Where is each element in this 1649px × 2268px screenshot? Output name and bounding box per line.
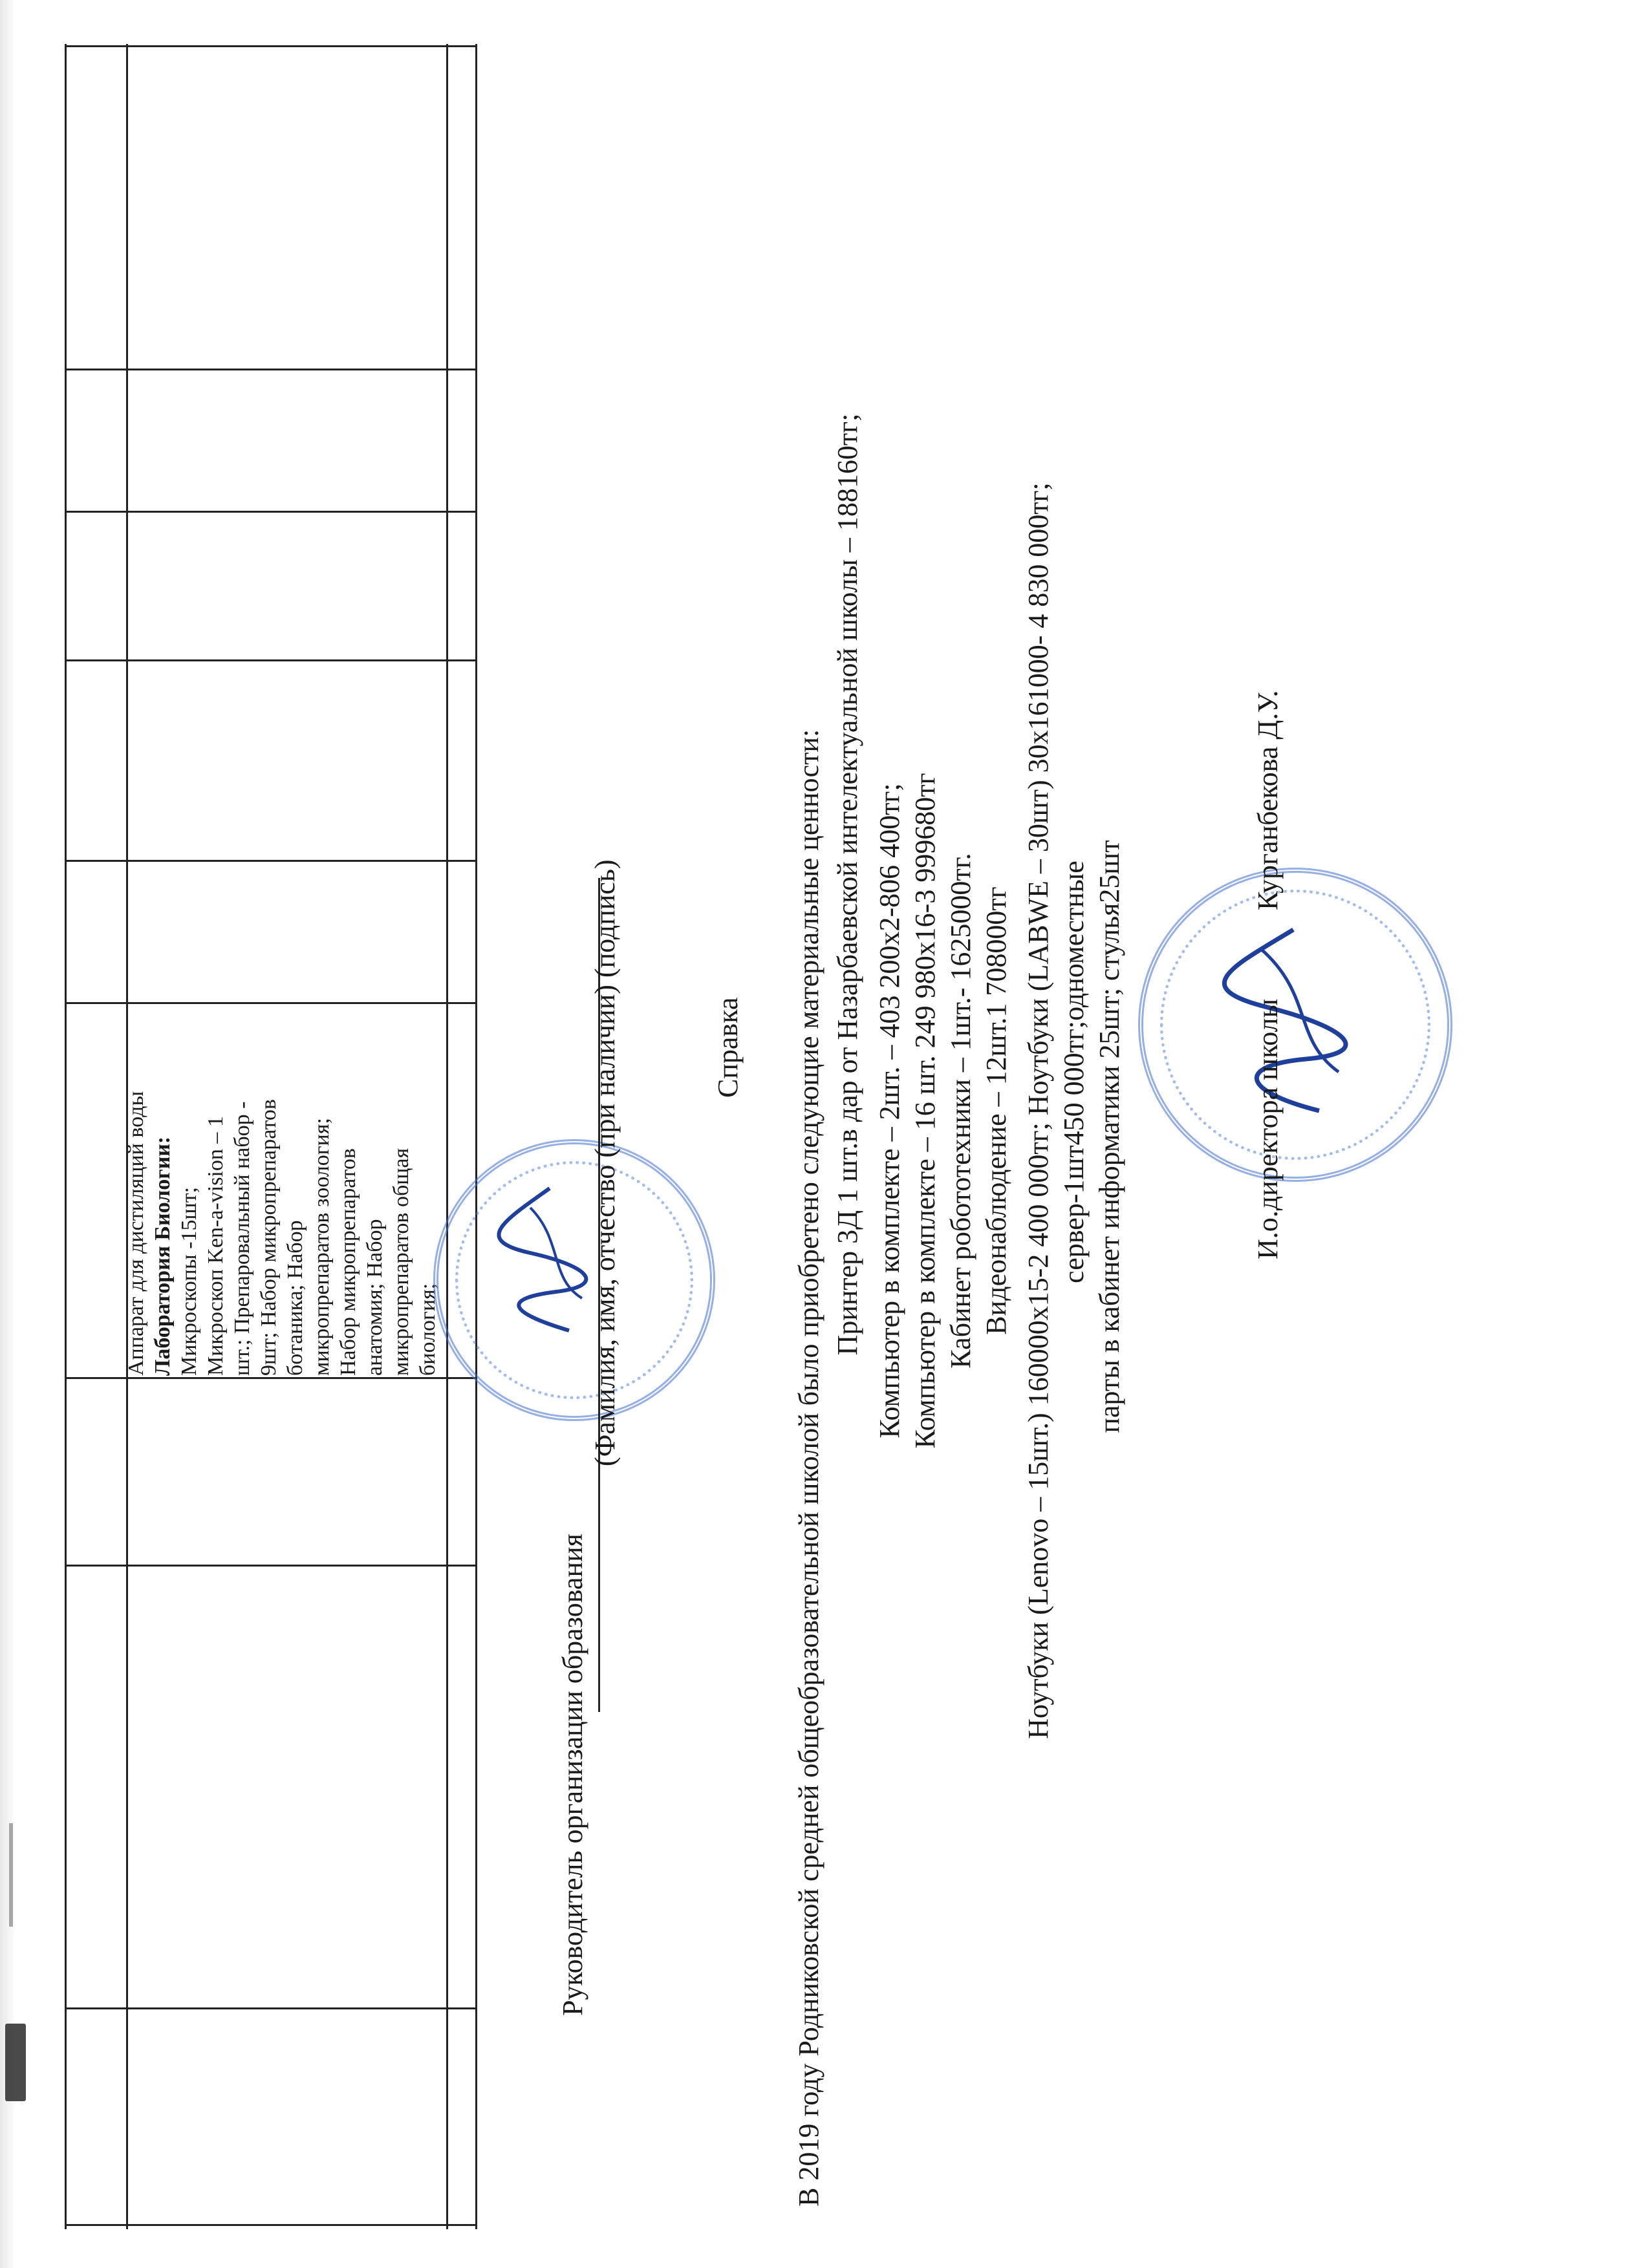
table-col-divider xyxy=(65,2224,475,2226)
handwritten-signature xyxy=(491,1182,601,1337)
signature-caption: (Фамилия, имя, отчество (при наличии) (подпись) xyxy=(589,859,621,1466)
table-border-bottom xyxy=(475,44,477,2229)
cell-line: Микроскоп Ken-a-vision – 1 xyxy=(204,1116,228,1376)
table-border-top xyxy=(65,44,67,2229)
table-col-divider xyxy=(65,511,475,513)
table-cell-equipment xyxy=(123,1014,441,1376)
document-title: Справка xyxy=(712,997,744,1098)
reference-line: парты в кабинет информатики 25шт; стулья25шт xyxy=(1094,840,1125,1433)
table-col-divider xyxy=(65,2007,475,2009)
handwritten-signature xyxy=(1216,923,1358,1117)
table-col-divider xyxy=(65,45,475,47)
reference-intro: В 2019 году Родниковской средней общеобразовательной школой было приобретено следующие материальные ценности: xyxy=(793,729,824,2207)
cell-line: Лаборатория Биологии: xyxy=(151,1136,175,1376)
cell-line: биология; xyxy=(416,1283,440,1376)
reference-line: Компьютер в комплекте – 16 шт. 249 980х16-3 999680тг xyxy=(909,773,941,1449)
cell-line: анатомия; Набор xyxy=(363,1219,387,1376)
table-col-divider xyxy=(65,860,475,862)
table-col-divider xyxy=(65,1377,475,1379)
director-role: И.о.директора школы xyxy=(1252,998,1284,1259)
cell-line: микропрепаратов зоология; xyxy=(310,1118,334,1376)
reference-line: сервер-1шт450 000тг;одноместные xyxy=(1058,861,1090,1283)
table-col-divider xyxy=(65,369,475,370)
cell-line: 9шт; Набор микропрепаратов xyxy=(257,1099,281,1376)
head-of-organization-label: Руководитель организации образования xyxy=(557,1534,588,2016)
cell-line: Набор микропрепаратов xyxy=(336,1148,360,1376)
reference-line: Кабинет робототехники – 1шт.- 1625000тг. xyxy=(945,853,976,1369)
table-col-divider xyxy=(65,659,475,661)
table-col-divider xyxy=(65,1565,475,1567)
cell-line: шт.; Препаровальный набор - xyxy=(230,1101,254,1376)
table-col-divider xyxy=(65,1002,475,1004)
reference-line: Видеонаблюдение – 12шт.1 708000тг xyxy=(980,886,1012,1335)
reference-line: Ноутбуки (Lenovo – 15шт.) 160000х15-2 400 000тг; Ноутбуки (LABWE – 30шт) 30х161000- 4 830 000тг; xyxy=(1022,482,1054,1739)
director-name: Курганбекова Д.У. xyxy=(1252,690,1284,910)
reference-line: Компьютер в комплекте – 2шт. – 403 200х2-806 400тг; xyxy=(874,783,905,1439)
reference-line: Принтер 3Д 1 шт.в дар от Назарбаевской интелектуальной школы – 188160тг; xyxy=(832,413,863,1356)
cell-line: ботаника; Набор xyxy=(283,1220,307,1376)
cell-line: микропрепаратов общая xyxy=(389,1148,413,1376)
cell-line: Аппарат для дистиляций воды xyxy=(124,1091,148,1376)
table-rule xyxy=(446,44,448,2229)
cell-line: Микроскопы -15шт; xyxy=(177,1186,201,1376)
